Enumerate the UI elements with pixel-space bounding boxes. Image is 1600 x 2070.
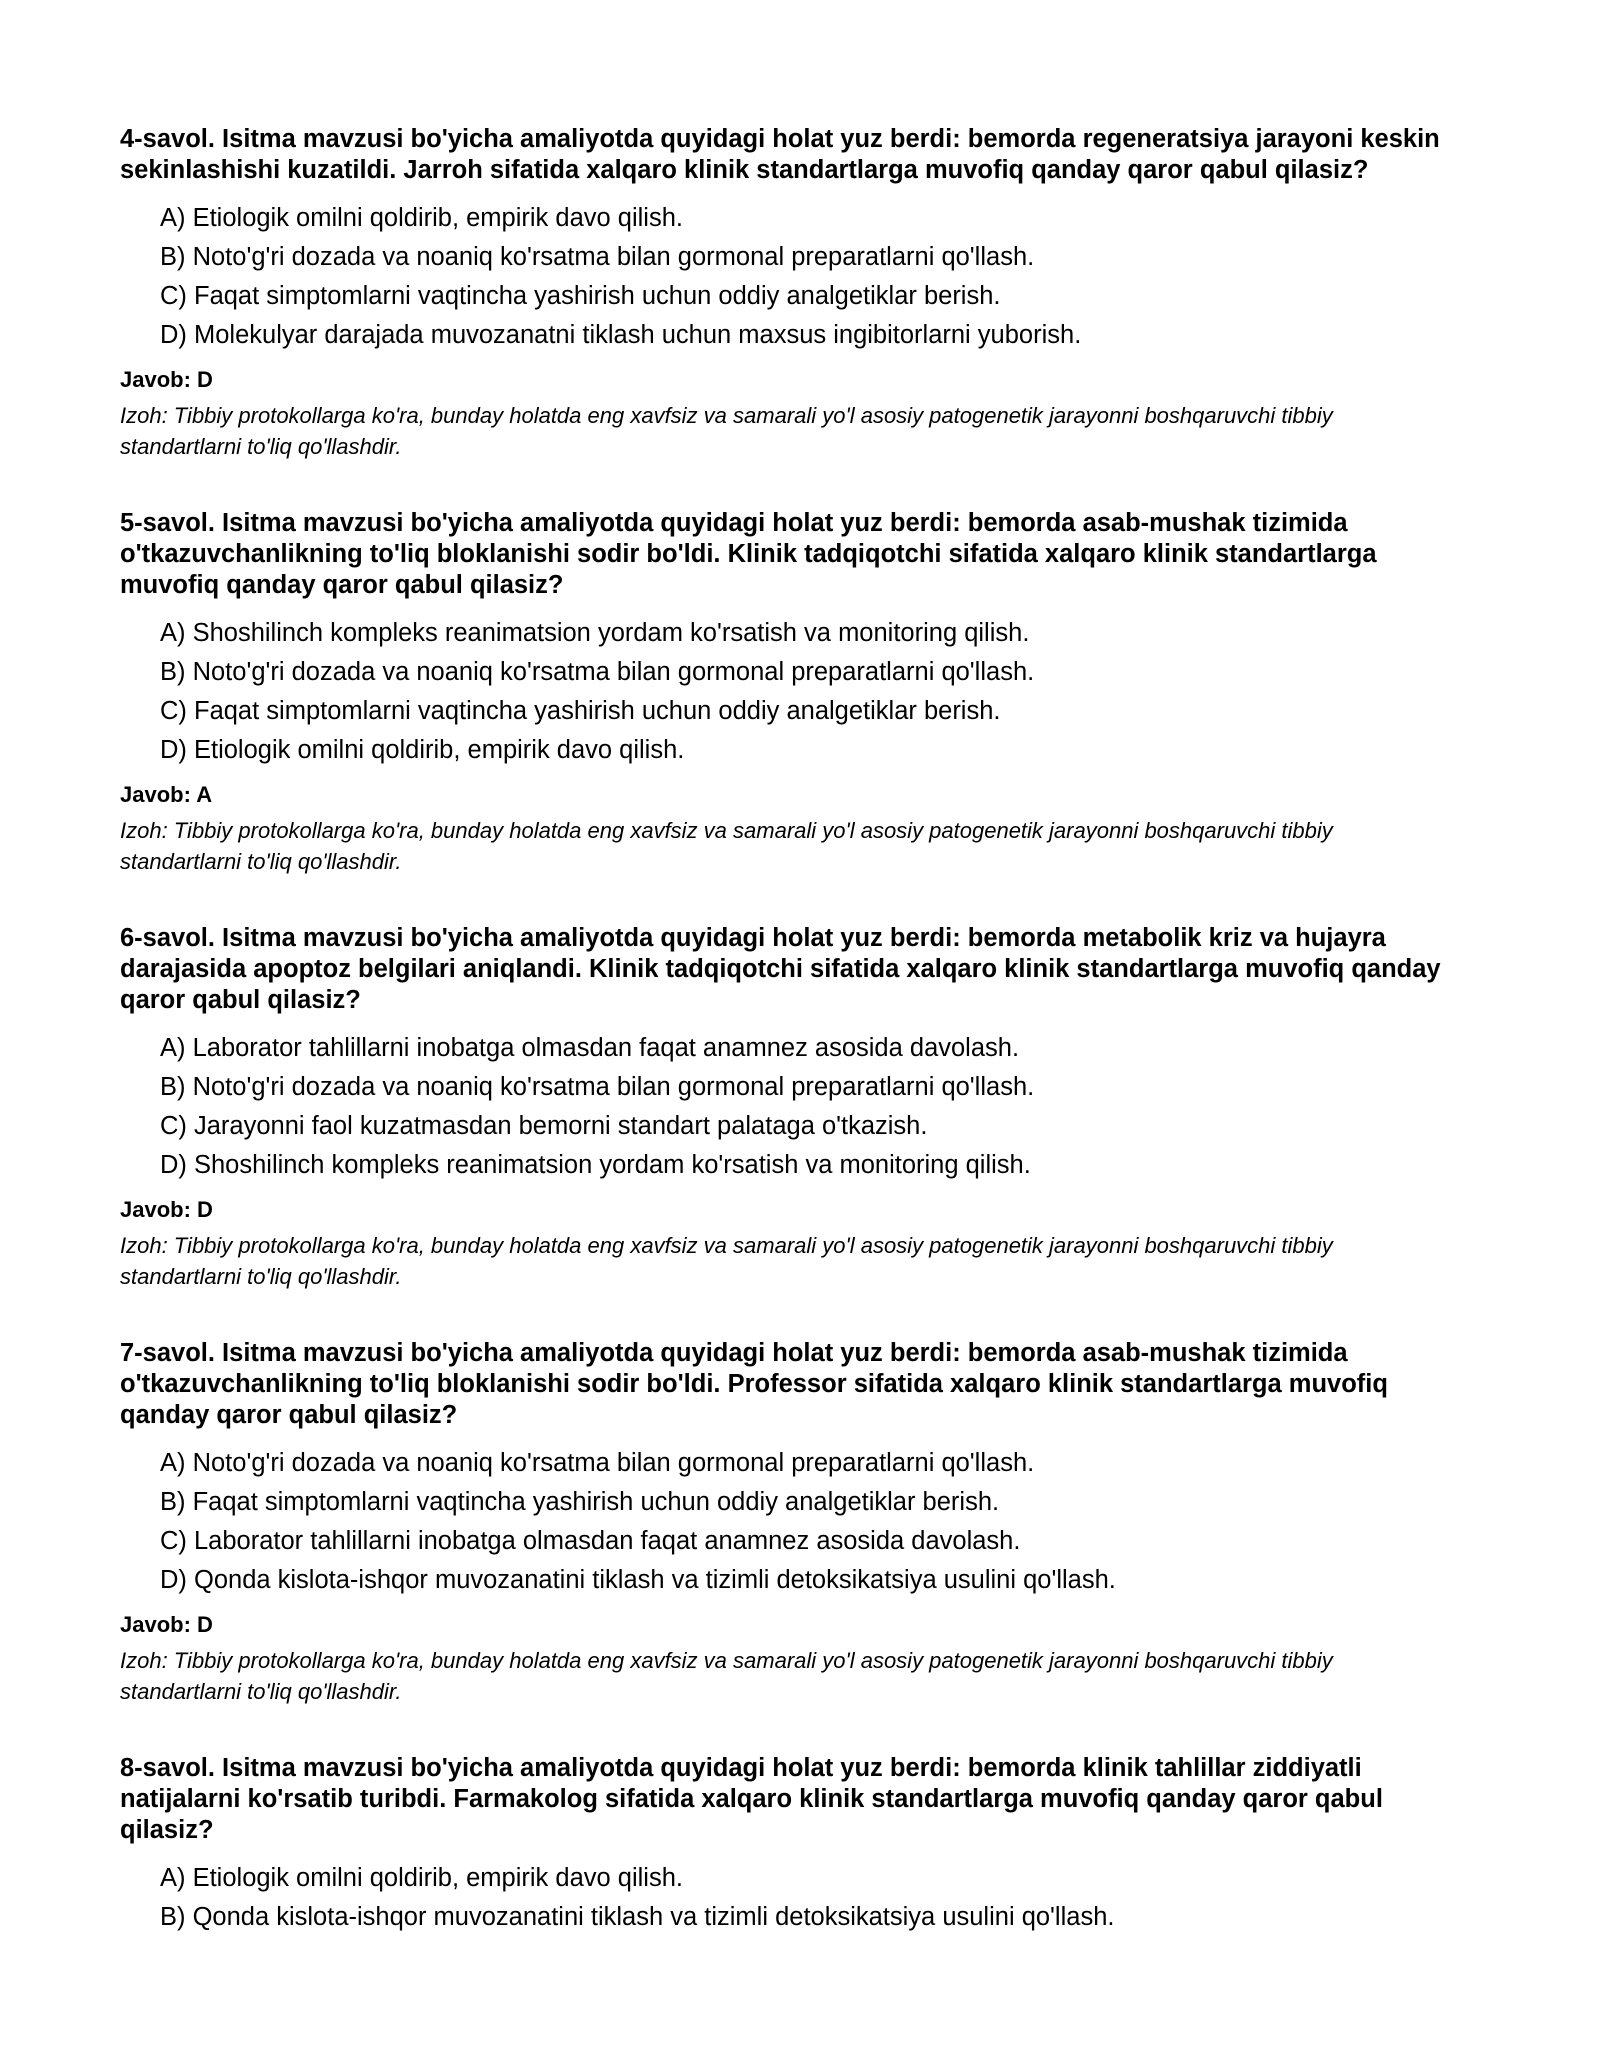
answer-options [120,1444,1480,1600]
question-6 [120,923,1480,1292]
explanation-note: Izoh: Tibbiy protokollarga ko'ra, bunday holatda eng xavfsiz va samarali yo'l asosiy patogenetik jarayonni boshqaruvchi tibbiy standartlarni to'liq qo'llashdir. [120,1648,1333,1704]
answer-options [120,199,1480,355]
option-b: B) Noto'g'ri dozada va noaniq ko'rsatma bilan gormonal preparatlarni qo'llash. [160,243,1035,271]
question-title: 5-savol. Isitma mavzusi bo'yicha amaliyotda quyidagi holat yuz berdi: bemorda asab-mushak tizimida o'tkazuvchanlikning to'liq bloklanishi sodir bo'ldi. Klinik tadqiqotchi sifatida xalqaro klinik standartlarga muvofiq qanday qaror qabul qilasiz? [120,509,1377,599]
question-4 [120,124,1480,462]
question-title: 6-savol. Isitma mavzusi bo'yicha amaliyotda quyidagi holat yuz berdi: bemorda metabolik kriz va hujayra darajasida apoptoz belgilari aniqlandi. Klinik tadqiqotchi sifatida xalqaro klinik standartlarga muvofiq qanday qaror qabul qilasiz? [120,924,1441,1014]
correct-answer: Javob: A [120,782,213,807]
question-title: 4-savol. Isitma mavzusi bo'yicha amaliyotda quyidagi holat yuz berdi: bemorda regeneratsiya jarayoni keskin sekinlashishi kuzatildi. Jarroh sifatida xalqaro klinik standartlarga muvofiq qanday qaror qabul qilasiz? [120,125,1440,184]
answer-options [120,1029,1480,1185]
question-title: 7-savol. Isitma mavzusi bo'yicha amaliyotda quyidagi holat yuz berdi: bemorda asab-mushak tizimida o'tkazuvchanlikning to'liq bloklanishi sodir bo'ldi. Professor sifatida xalqaro klinik standartlarga muvofiq qanday qaror qabul qilasiz? [120,1339,1388,1429]
option-c: C) Faqat simptomlarni vaqtincha yashirish uchun oddiy analgetiklar berish. [160,282,1001,310]
option-a: A) Etiologik omilni qoldirib, empirik davo qilish. [160,204,683,232]
option-c: C) Jarayonni faol kuzatmasdan bemorni standart palataga o'tkazish. [160,1112,928,1140]
answer-options [120,614,1480,770]
option-a: A) Etiologik omilni qoldirib, empirik davo qilish. [160,1864,683,1892]
option-d: D) Molekulyar darajada muvozanatni tiklash uchun maxsus ingibitorlarni yuborish. [160,321,1082,349]
correct-answer: Javob: D [120,1197,213,1222]
document-page [120,124,1480,1983]
question-title: 8-savol. Isitma mavzusi bo'yicha amaliyotda quyidagi holat yuz berdi: bemorda klinik tahlillar ziddiyatli natijalarni ko'rsatib turibdi. Farmakolog sifatida xalqaro klinik standartlarga muvofiq qanday qaror qabul qilasiz? [120,1754,1383,1844]
option-b: B) Noto'g'ri dozada va noaniq ko'rsatma bilan gormonal preparatlarni qo'llash. [160,1073,1035,1101]
option-d: D) Etiologik omilni qoldirib, empirik davo qilish. [160,736,685,764]
option-d: D) Shoshilinch kompleks reanimatsion yordam ko'rsatish va monitoring qilish. [160,1151,1031,1179]
answer-options [120,1859,1480,1937]
explanation-note: Izoh: Tibbiy protokollarga ko'ra, bunday holatda eng xavfsiz va samarali yo'l asosiy patogenetik jarayonni boshqaruvchi tibbiy standartlarni to'liq qo'llashdir. [120,1233,1333,1289]
explanation-note: Izoh: Tibbiy protokollarga ko'ra, bunday holatda eng xavfsiz va samarali yo'l asosiy patogenetik jarayonni boshqaruvchi tibbiy standartlarni to'liq qo'llashdir. [120,818,1333,874]
option-b: B) Noto'g'ri dozada va noaniq ko'rsatma bilan gormonal preparatlarni qo'llash. [160,658,1035,686]
option-b: B) Qonda kislota-ishqor muvozanatini tiklash va tizimli detoksikatsiya usulini qo'llash. [160,1903,1115,1931]
option-b: B) Faqat simptomlarni vaqtincha yashirish uchun oddiy analgetiklar berish. [160,1488,1000,1516]
question-8 [120,1753,1480,1937]
option-a: A) Laborator tahlillarni inobatga olmasdan faqat anamnez asosida davolash. [160,1034,1020,1062]
explanation-note: Izoh: Tibbiy protokollarga ko'ra, bunday holatda eng xavfsiz va samarali yo'l asosiy patogenetik jarayonni boshqaruvchi tibbiy standartlarni to'liq qo'llashdir. [120,403,1333,459]
option-d: D) Qonda kislota-ishqor muvozanatini tiklash va tizimli detoksikatsiya usulini qo'llash. [160,1566,1116,1594]
correct-answer: Javob: D [120,1612,213,1637]
question-7 [120,1338,1480,1707]
option-c: C) Laborator tahlillarni inobatga olmasdan faqat anamnez asosida davolash. [160,1527,1021,1555]
question-5 [120,508,1480,877]
option-a: A) Noto'g'ri dozada va noaniq ko'rsatma bilan gormonal preparatlarni qo'llash. [160,1449,1035,1477]
correct-answer: Javob: D [120,367,213,392]
option-a: A) Shoshilinch kompleks reanimatsion yordam ko'rsatish va monitoring qilish. [160,619,1030,647]
option-c: C) Faqat simptomlarni vaqtincha yashirish uchun oddiy analgetiklar berish. [160,697,1001,725]
